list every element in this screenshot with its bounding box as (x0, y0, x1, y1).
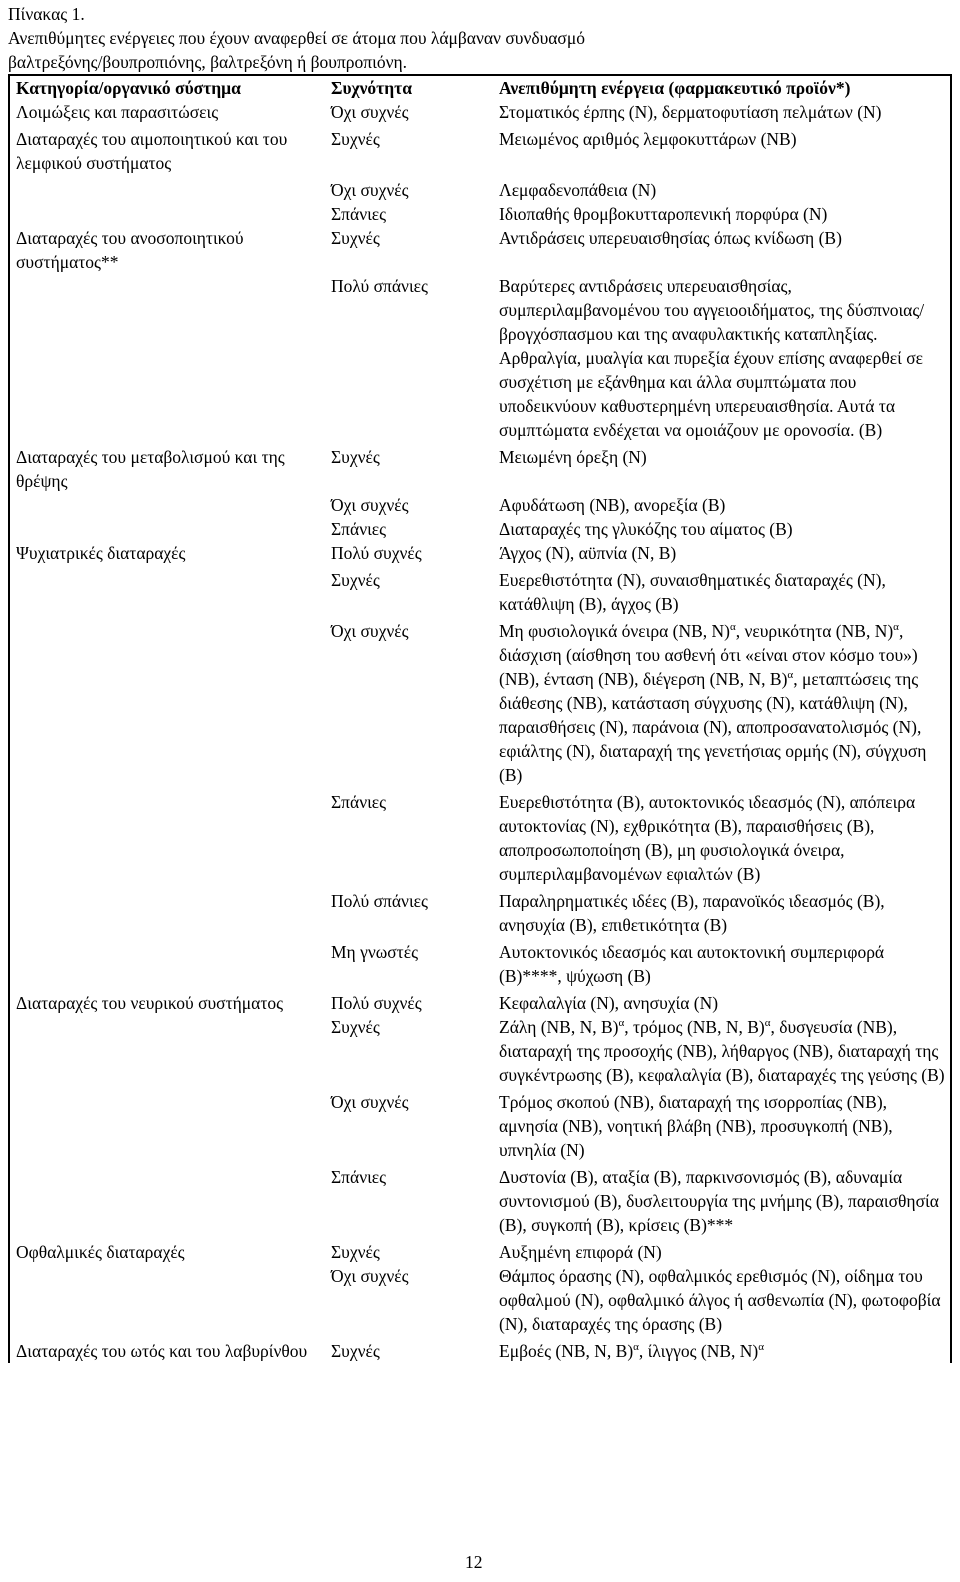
row-category (9, 493, 325, 517)
row-effect (493, 1165, 951, 1240)
row-frequency: Συχνές (331, 1242, 380, 1262)
row-effect (493, 274, 951, 445)
row-category (9, 1264, 325, 1339)
table-row (9, 1090, 951, 1165)
table-row (9, 127, 951, 178)
superscript-alpha: α (633, 1341, 639, 1354)
row-frequency: Όχι συχνές (331, 621, 409, 641)
effect-text: Παραληρηματικές ιδέες (Β), παρανοϊκός ιδεασμός (Β), ανησυχία (Β), επιθετικότητα (Β) (499, 891, 885, 935)
row-category: Λοιμώξεις και παρασιτώσεις (9, 100, 325, 127)
page-number: 12 (465, 1552, 483, 1572)
table-row (9, 1240, 951, 1264)
row-effect (493, 202, 951, 226)
row-frequency: Μη γνωστές (331, 942, 418, 962)
row-effect (493, 445, 951, 493)
effect-text: Λεμφαδενοπάθεια (Ν) (499, 180, 657, 200)
row-category (9, 889, 325, 940)
superscript-alpha: α (764, 1017, 771, 1030)
row-frequency: Πολύ συχνές (331, 993, 422, 1013)
effect-text: Θάμπος όρασης (Ν), οφθαλμικός ερεθισμός (Ν), οίδημα του οφθαλμού (Ν), οφθαλμικό άλγος ή ασθενωπία (Ν), φωτοφοβία (Ν), διαταραχές της όρασης (Β) (499, 1266, 941, 1334)
table-row (9, 274, 951, 445)
row-effect (493, 226, 951, 274)
effect-text: Αφυδάτωση (ΝΒ), ανορεξία (Β) (499, 495, 726, 515)
row-category: Διαταραχές του ανοσοποιητικού συστήματος** (9, 226, 325, 274)
effect-text: , ίλιγγος (ΝΒ, Ν) (638, 1341, 759, 1361)
effect-text: Βαρύτερες αντιδράσεις υπερευαισθησίας, συμπεριλαμβανομένου του αγγειοοιδήματος, της δύσπνοιας/βρογχόσπασμου και της αναφυλακτικής καταπληξίας. (499, 276, 925, 344)
effect-text: Εμβοές (ΝΒ, Ν, Β) (499, 1341, 634, 1361)
table-caption (8, 2, 948, 74)
effect-text: , τρόμος (ΝΒ, Ν, Β) (624, 1017, 765, 1037)
row-frequency: Πολύ συχνές (331, 543, 422, 563)
row-category (9, 568, 325, 619)
row-frequency: Συχνές (331, 1341, 380, 1361)
row-frequency: Σπάνιες (331, 1167, 387, 1187)
effect-text: , νευρικότητα (ΝΒ, Ν) (735, 621, 894, 641)
row-effect (493, 178, 951, 202)
table-row (9, 940, 951, 991)
effect-text: Ζάλη (ΝΒ, Ν, Β) (499, 1017, 619, 1037)
row-frequency: Πολύ σπάνιες (331, 276, 428, 296)
row-category (9, 517, 325, 541)
effect-text-continued: Αρθραλγία, μυαλγία και πυρεξία έχουν επίσης αναφερθεί σε συσχέτιση με εξάνθημα και άλλα συμπτώματα που υποδεικνύουν καθυστερημένη υπερευαισθησία. Αυτά τα συμπτώματα ενδέχεται να ομοιάζουν με ορονοσία. (Β) (499, 348, 923, 440)
row-frequency: Όχι συχνές (331, 1092, 409, 1112)
row-category (9, 1015, 325, 1090)
effect-text: Άγχος (Ν), αϋπνία (Ν, Β) (499, 543, 677, 563)
effect-text: Ιδιοπαθής θρομβοκυτταροπενική πορφύρα (Ν) (499, 204, 828, 224)
row-effect (493, 127, 951, 178)
table-row (9, 1015, 951, 1090)
effect-text: Αυξημένη επιφορά (Ν) (499, 1242, 662, 1262)
header-frequency: Συχνότητα (325, 75, 493, 100)
table-row (9, 568, 951, 619)
table-row (9, 991, 951, 1015)
row-frequency: Σπάνιες (331, 204, 387, 224)
effect-text: Μειωμένος αριθμός λεμφοκυττάρων (ΝΒ) (499, 129, 797, 149)
row-category (9, 790, 325, 889)
row-frequency: Συχνές (331, 228, 380, 248)
header-category: Κατηγορία/οργανικό σύστημα (9, 75, 325, 100)
row-category (9, 202, 325, 226)
adverse-effects-table (8, 74, 952, 1363)
row-category (9, 178, 325, 202)
caption-title: Πίνακας 1. (8, 4, 85, 24)
effect-text: Ευερεθιστότητα (Ν), συναισθηματικές διαταραχές (Ν), κατάθλιψη (Β), άγχος (Β) (499, 570, 886, 614)
effect-text: Μη φυσιολογικά όνειρα (ΝΒ, Ν) (499, 621, 730, 641)
effect-text: , διάσχιση (αίσθηση του ασθενή ότι «είναι στον κόσμο του») (ΝΒ), ένταση (ΝΒ), διέγερση (ΝΒ, Ν, Β) (499, 621, 918, 689)
row-frequency: Συχνές (331, 570, 380, 590)
caption-line-1: Ανεπιθύμητες ενέργειες που έχουν αναφερθεί σε άτομα που λάμβαναν συνδυασμό (8, 28, 585, 48)
table-row (9, 889, 951, 940)
row-category (9, 274, 325, 445)
row-frequency: Συχνές (331, 129, 380, 149)
row-effect (493, 1264, 951, 1339)
row-category: Ψυχιατρικές διαταραχές (9, 541, 325, 568)
row-effect (493, 1240, 951, 1264)
row-effect (493, 493, 951, 517)
row-category: Διαταραχές του μεταβολισμού και της θρέψης (9, 445, 325, 493)
row-category (9, 1165, 325, 1240)
row-frequency: Όχι συχνές (331, 495, 409, 515)
row-effect (493, 517, 951, 541)
table-row (9, 226, 951, 274)
header-effect: Ανεπιθύμητη ενέργεια (φαρμακευτικό προϊόν*) (493, 75, 951, 100)
row-category (9, 619, 325, 790)
table-row (9, 493, 951, 517)
effect-text: Τρόμος σκοπού (ΝΒ), διαταραχή της ισορροπίας (ΝΒ), αμνησία (ΝΒ), νοητική βλάβη (ΝΒ), προσυγκοπή (ΝΒ), υπνηλία (Ν) (499, 1092, 893, 1160)
effect-text: , μεταπτώσεις της διάθεσης (ΝΒ), κατάσταση σύγχυσης (Ν), κατάθλιψη (Ν), παραισθήσεις (Ν), παράνοια (Ν), αποπροσανατολισμός (Ν), εφιάλτης (Ν), διαταραχή της γενετήσιας ορμής (Ν), σύγχυση (Β) (499, 669, 927, 785)
effect-text: , δυσγευσία (ΝΒ), διαταραχή της προσοχής (ΝΒ), λήθαργος (ΝΒ), διαταραχή της συγκέντρωσης (Β), κεφαλαλγία (Β), διαταραχές της γεύσης (Β) (499, 1017, 945, 1085)
row-effect (493, 991, 951, 1015)
table-row (9, 541, 951, 568)
effect-text: Στοματικός έρπης (Ν), δερματοφυτίαση πελμάτων (Ν) (499, 102, 882, 122)
table-row (9, 445, 951, 493)
table-row (9, 1339, 951, 1363)
superscript-alpha: α (787, 669, 794, 682)
row-effect (493, 1090, 951, 1165)
row-frequency: Όχι συχνές (331, 1266, 409, 1286)
row-category: Διαταραχές του αιμοποιητικού και του λεμφικού συστήματος (9, 127, 325, 178)
effect-text: Διαταραχές της γλυκόζης του αίματος (Β) (499, 519, 793, 539)
row-category: Διαταραχές του νευρικού συστήματος (9, 991, 325, 1015)
table-header-row (9, 75, 951, 100)
superscript-alpha: α (729, 621, 736, 634)
effect-text: Μειωμένη όρεξη (Ν) (499, 447, 647, 467)
caption-line-2: βαλτρεξόνης/βουπροπιόνης, βαλτρεξόνη ή βουπροπιόνη. (8, 52, 408, 72)
row-effect (493, 790, 951, 889)
row-effect (493, 1015, 951, 1090)
effect-text: Κεφαλαλγία (Ν), ανησυχία (Ν) (499, 993, 719, 1013)
table-row (9, 517, 951, 541)
row-frequency: Συχνές (331, 447, 380, 467)
table-row (9, 100, 951, 127)
table-row (9, 1264, 951, 1339)
row-effect (493, 940, 951, 991)
row-frequency: Πολύ σπάνιες (331, 891, 428, 911)
row-effect (493, 568, 951, 619)
superscript-alpha: α (893, 621, 899, 634)
effect-text: Αντιδράσεις υπερευαισθησίας όπως κνίδωση (Β) (499, 228, 842, 248)
row-frequency: Σπάνιες (331, 792, 387, 812)
effect-text: Αυτοκτονικός ιδεασμός και αυτοκτονική συμπεριφορά (Β)****, ψύχωση (Β) (499, 942, 885, 986)
row-effect (493, 1339, 951, 1363)
row-effect (493, 889, 951, 940)
table-row (9, 202, 951, 226)
row-category: Οφθαλμικές διαταραχές (9, 1240, 325, 1264)
row-category: Διαταραχές του ωτός και του λαβυρίνθου (9, 1339, 325, 1363)
row-effect (493, 541, 951, 568)
effect-text: Δυστονία (Β), αταξία (Β), παρκινσονισμός (Β), αδυναμία συντονισμού (Β), δυσλειτουργία της μνήμης (Β), παραισθησία (Β), συγκοπή (Β), κρίσεις (Β)*** (499, 1167, 939, 1235)
effect-text: Ευερεθιστότητα (Β), αυτοκτονικός ιδεασμός (Ν), απόπειρα αυτοκτονίας (Ν), εχθρικότητα (Β), παραισθήσεις (Β), αποπροσωποποίηση (Β), μη φυσιολογικά όνειρα, συμπεριλαμβανομένων εφιαλτών (Β) (499, 792, 916, 884)
row-frequency: Όχι συχνές (331, 180, 409, 200)
row-effect (493, 100, 951, 127)
table-row (9, 619, 951, 790)
row-category (9, 940, 325, 991)
superscript-alpha: α (618, 1017, 625, 1030)
superscript-alpha: α (758, 1341, 765, 1354)
row-frequency: Συχνές (331, 1017, 380, 1037)
table-row (9, 178, 951, 202)
table-row (9, 790, 951, 889)
table-row (9, 1165, 951, 1240)
row-category (9, 1090, 325, 1165)
row-frequency: Σπάνιες (331, 519, 387, 539)
row-frequency: Όχι συχνές (331, 102, 409, 122)
row-effect (493, 619, 951, 790)
